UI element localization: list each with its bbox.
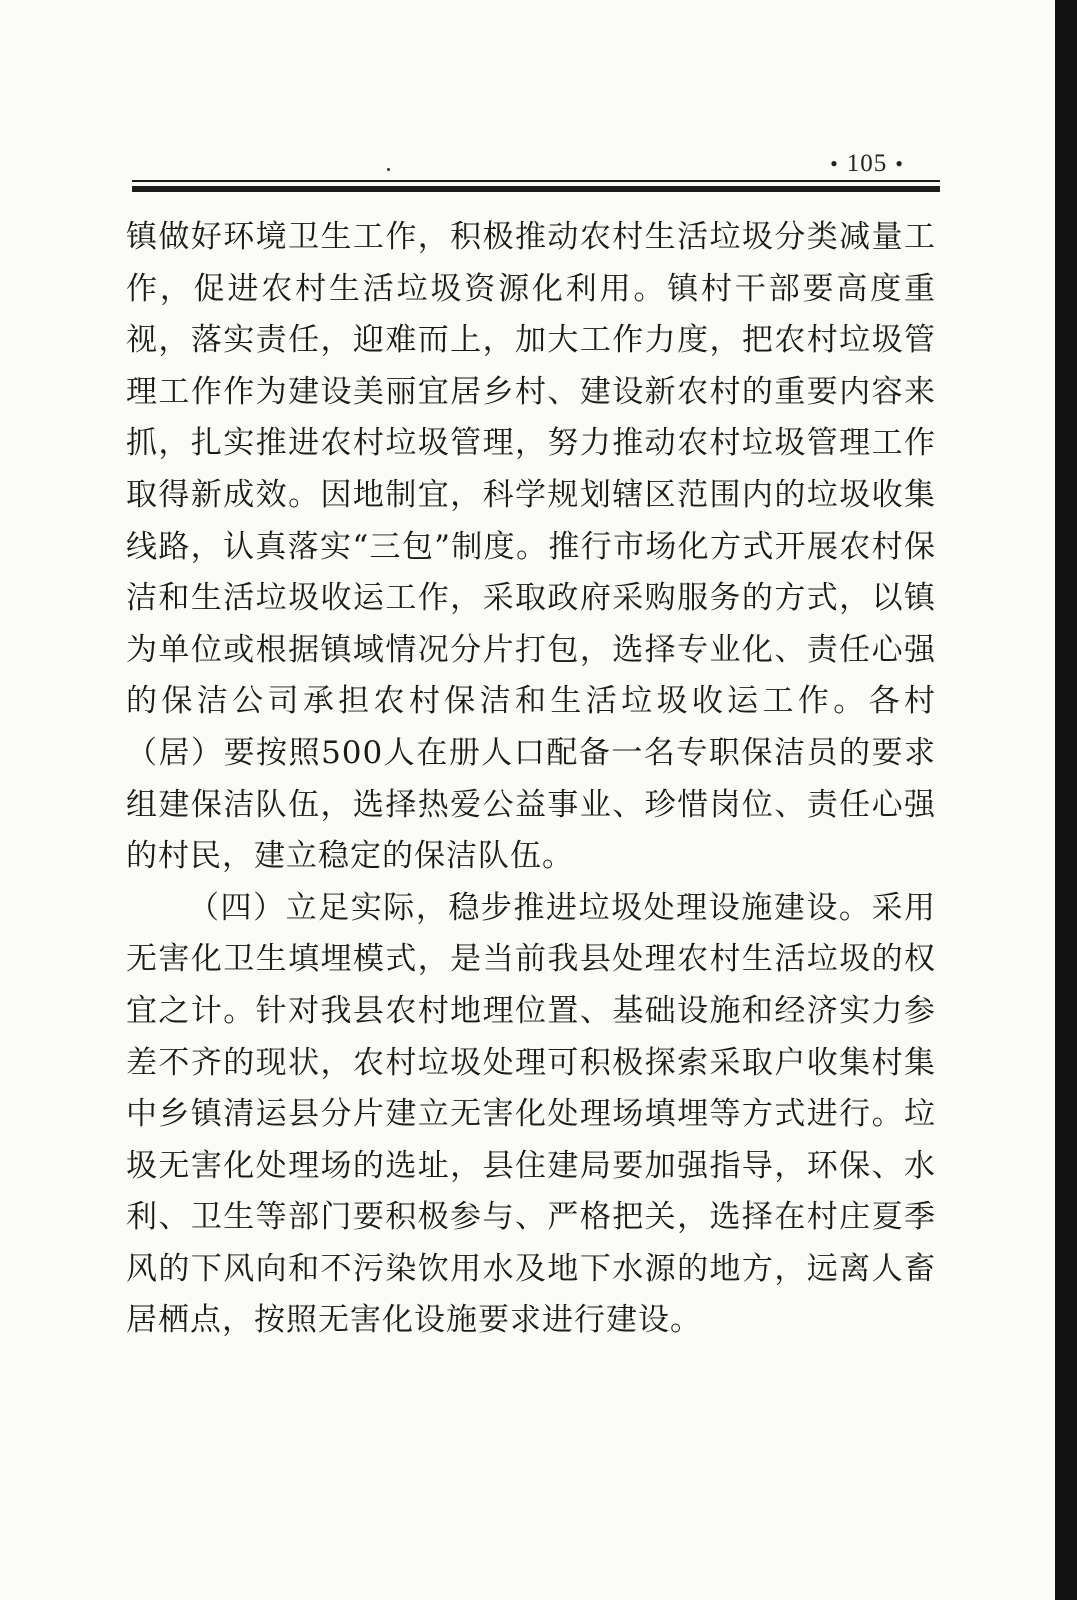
body-text [126, 212, 936, 1347]
paragraph-2: （四）立足实际，稳步推进垃圾处理设施建设。采用无害化卫生填埋模式，是当前我县处理农村生活垃圾的权宜之计。针对我县农村地理位置、基础设施和经济实力参差不齐的现状，农村垃圾处理可积极探索采取户收集村集中乡镇清运县分片建立无害化处理场填埋等方式进行。垃圾无害化处理场的选址，县住建局要加强指导，环保、水利、卫生等部门要积极参与、严格把关，选择在村庄夏季风的下风向和不污染饮用水及地下水源的地方，远离人畜居栖点，按照无害化设施要求进行建设。 [126, 889, 936, 1339]
header-dot [387, 168, 390, 171]
page-number-value: 105 [846, 150, 888, 177]
page-header [132, 148, 940, 198]
header-rule-thin [132, 180, 940, 182]
page-number: • 105 • [830, 150, 904, 177]
header-rule-thick [132, 186, 940, 192]
paragraph-1: 镇做好环境卫生工作，积极推动农村生活垃圾分类减量工作，促进农村生活垃圾资源化利用。镇村干部要高度重视，落实责任，迎难而上，加大工作力度，把农村垃圾管理工作作为建设美丽宜居乡村、建设新农村的重要内容来抓，扎实推进农村垃圾管理，努力推动农村垃圾管理工作取得新成效。因地制宜，科学规划辖区范围内的垃圾收集线路，认真落实“三包”制度。推行市场化方式开展农村保洁和生活垃圾收运工作，采取政府采购服务的方式，以镇为单位或根据镇域情况分片打包，选择专业化、责任心强的保洁公司承担农村保洁和生活垃圾收运工作。各村（居）要按照500人在册人口配备一名专职保洁员的要求组建保洁队伍，选择热爱公益事业、珍惜岗位、责任心强的村民，建立稳定的保洁队伍。 [126, 219, 936, 875]
scan-edge [1055, 0, 1077, 1600]
